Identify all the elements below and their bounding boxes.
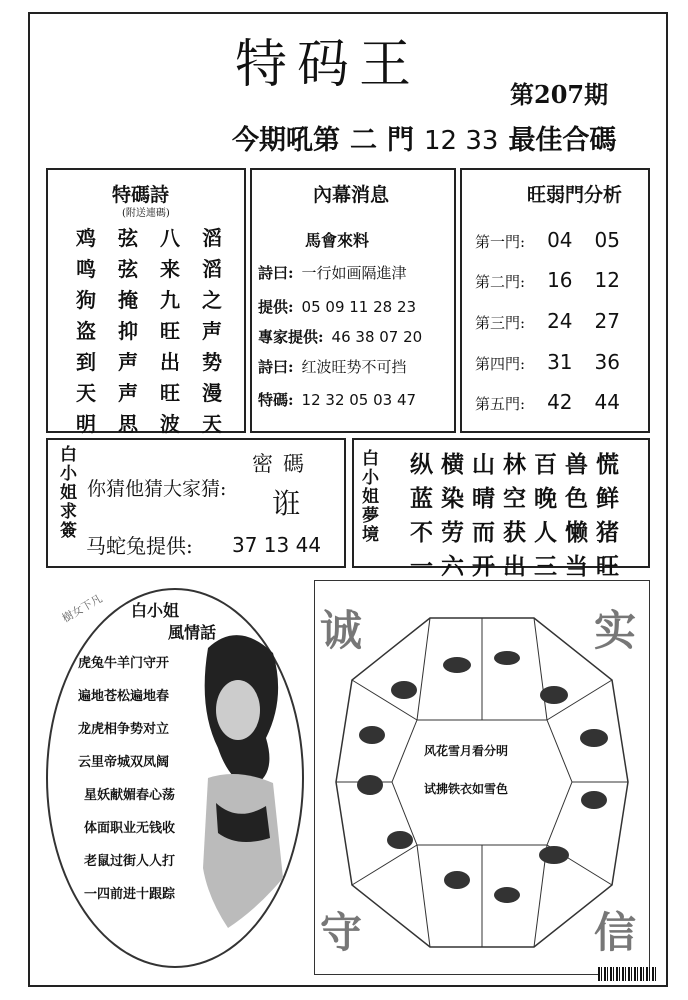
dream-char: 三 xyxy=(534,553,557,580)
dream-char: 林 xyxy=(503,451,526,478)
poem-grid xyxy=(76,222,244,439)
issue-number: 第207期 xyxy=(510,80,609,109)
zodiac-animal-8 xyxy=(444,871,470,889)
poem-char: 天 xyxy=(76,381,96,405)
gate-number: 04 xyxy=(547,228,573,252)
poem-char: 旺 xyxy=(160,319,180,343)
page-title: 特码王 xyxy=(235,35,422,95)
inside-info-label: 專家提供: xyxy=(258,328,324,346)
gate-number: 24 xyxy=(547,309,573,333)
gate-analysis-title: 旺弱門分析 xyxy=(527,184,623,206)
dream-char: 染 xyxy=(441,485,464,512)
talk-line: 星妖献媚春心荡 xyxy=(84,788,176,803)
dream-char: 蓝 xyxy=(410,485,433,512)
poem-char: 声 xyxy=(118,350,138,374)
zodiac-animal-3 xyxy=(540,686,568,704)
dream-char: 劳 xyxy=(441,519,464,546)
corner-char-bottom-right: 信 xyxy=(594,908,637,957)
dream-char: 兽 xyxy=(565,451,588,478)
inside-info-label: 特碼: xyxy=(258,391,294,409)
headline-gate-suffix: 門 xyxy=(387,125,414,156)
gate-number: 05 xyxy=(594,228,620,252)
poem-char: 来 xyxy=(160,257,180,281)
poem-char: 势 xyxy=(202,350,222,374)
zodiac-animal-9 xyxy=(387,831,413,849)
poem-char: 弦 xyxy=(118,226,138,250)
secret-answer: 诳 xyxy=(272,487,301,520)
poem-char: 声 xyxy=(118,381,138,405)
dream-char: 一 xyxy=(410,553,433,580)
secret-title: 密碼 xyxy=(252,452,314,476)
gate-number: 27 xyxy=(594,309,620,333)
dream-char: 横 xyxy=(441,451,464,478)
barcode xyxy=(598,967,658,981)
inside-info-row xyxy=(258,296,416,317)
dream-char: 不 xyxy=(410,519,433,546)
gate-label: 第三門: xyxy=(475,314,526,332)
talk-stamp: 樹女下凡 xyxy=(59,591,105,626)
inside-info-label: 詩曰: xyxy=(258,264,294,282)
woman-portrait xyxy=(178,628,300,958)
headline-numbers: 12 33 xyxy=(424,126,499,156)
poem-char: 到 xyxy=(76,350,96,374)
dream-char: 猪 xyxy=(596,519,619,546)
inside-info-value: 46 38 07 20 xyxy=(331,328,423,346)
secret-numbers: 37 13 44 xyxy=(232,533,322,557)
dream-grid xyxy=(410,446,627,582)
inside-info-row xyxy=(258,326,422,347)
poem-char: 声 xyxy=(202,319,222,343)
poem-char: 鸣 xyxy=(76,257,96,281)
talk-line: 老鼠过街人人打 xyxy=(84,854,176,869)
portrait-body xyxy=(203,774,283,928)
inside-info-label: 詩曰: xyxy=(258,358,294,376)
inside-info-value: 12 32 05 03 47 xyxy=(301,391,417,409)
secret-provider: 马蛇兔提供: xyxy=(86,534,193,558)
secret-side-label: 白小姐求簽 xyxy=(60,445,77,541)
poem-char: 思 xyxy=(118,412,138,436)
zodiac-animal-10 xyxy=(357,775,383,795)
poem-char: 抑 xyxy=(118,319,138,343)
talk-line: 云里帝城双凤阔 xyxy=(78,755,170,770)
headline-suffix: 最佳合碼 xyxy=(508,125,617,156)
dream-char: 百 xyxy=(534,451,557,478)
poem-char: 滔 xyxy=(202,226,222,250)
zodiac-animal-4 xyxy=(580,729,608,747)
gate-number: 36 xyxy=(594,350,620,374)
headline-gate: 二 xyxy=(350,125,377,156)
talk-line: 虎兔牛羊门守开 xyxy=(78,656,170,671)
poem-char: 狗 xyxy=(76,288,96,312)
dream-char: 晴 xyxy=(472,485,495,512)
gate-label: 第一門: xyxy=(475,233,526,251)
headline xyxy=(232,118,626,157)
zodiac-animal-11 xyxy=(359,726,385,744)
poem-char: 漫 xyxy=(202,381,222,405)
wheel-center-line1: 风花雪月看分明 xyxy=(424,744,509,758)
gate-number: 16 xyxy=(547,268,573,292)
dream-char: 懒 xyxy=(565,519,588,546)
dream-char: 鲜 xyxy=(596,485,619,512)
gate-row xyxy=(475,309,620,333)
portrait-face xyxy=(216,680,260,740)
zodiac-animal-6 xyxy=(539,846,569,864)
poem-subtitle: (附送連碼) xyxy=(122,208,170,219)
gate-row xyxy=(475,268,620,292)
inside-info-row xyxy=(258,262,407,283)
poem-char: 掩 xyxy=(118,288,138,312)
inside-info-value: 一行如画隔進津 xyxy=(301,264,407,282)
poem-char: 天 xyxy=(202,412,222,436)
secret-riddle: 你猜他猜大家猜: xyxy=(87,478,227,500)
poem-char: 九 xyxy=(160,288,180,312)
dream-char: 色 xyxy=(565,485,588,512)
talk-line: 龙虎相争势对立 xyxy=(78,722,170,737)
gate-label: 第二門: xyxy=(475,273,526,291)
dream-char: 旺 xyxy=(596,553,619,580)
dream-side-label: 白小姐夢境 xyxy=(362,449,379,545)
dream-char: 人 xyxy=(534,519,557,546)
inside-info-label: 提供: xyxy=(258,298,294,316)
inside-info-title: 內幕消息 xyxy=(313,184,390,206)
gate-number: 12 xyxy=(594,268,620,292)
dream-char: 纵 xyxy=(410,451,433,478)
headline-prefix: 今期吼第 xyxy=(232,125,340,156)
dream-char: 出 xyxy=(503,553,526,580)
inside-info-value: 红波旺势不可挡 xyxy=(301,358,407,376)
poem-char: 滔 xyxy=(202,257,222,281)
inside-info-source: 馬會來料 xyxy=(305,231,370,250)
inside-info-row xyxy=(258,356,407,377)
poem-char: 旺 xyxy=(160,381,180,405)
zodiac-animal-12 xyxy=(391,681,417,699)
dream-char: 开 xyxy=(472,553,495,580)
gate-row xyxy=(475,228,620,252)
inside-info-row xyxy=(258,389,416,410)
gate-row xyxy=(475,390,620,414)
wheel-center-line2: 试拂铁衣如雪色 xyxy=(424,782,509,796)
poem-char: 盗 xyxy=(76,319,96,343)
dream-char: 山 xyxy=(472,451,495,478)
poem-char: 之 xyxy=(202,288,222,312)
gate-row xyxy=(475,350,620,374)
corner-char-top-right: 实 xyxy=(594,606,637,655)
poem-char: 八 xyxy=(160,226,180,250)
dream-char: 六 xyxy=(441,553,464,580)
corner-char-bottom-left: 守 xyxy=(320,908,363,957)
talk-line: 遍地苍松遍地春 xyxy=(78,689,170,704)
zodiac-animal-5 xyxy=(581,791,607,809)
poem-char: 明 xyxy=(76,412,96,436)
zodiac-animal-1 xyxy=(443,657,471,673)
poem-title: 特碼詩 xyxy=(112,184,170,206)
poem-char: 波 xyxy=(160,412,180,436)
poem-char: 鸡 xyxy=(76,226,96,250)
talk-title-line2: 風情話 xyxy=(168,623,217,642)
poem-char: 弦 xyxy=(118,257,138,281)
gate-number: 31 xyxy=(547,350,573,374)
gate-label: 第五門: xyxy=(475,395,526,413)
dream-char: 获 xyxy=(503,519,526,546)
dream-char: 而 xyxy=(472,519,495,546)
talk-title-line1: 白小姐 xyxy=(131,601,180,620)
inside-info-value: 05 09 11 28 23 xyxy=(301,298,417,316)
dream-char: 慌 xyxy=(596,451,619,478)
gate-label: 第四門: xyxy=(475,355,526,373)
dream-char: 晚 xyxy=(534,485,557,512)
dream-char: 空 xyxy=(503,485,526,512)
zodiac-animal-2 xyxy=(494,651,520,665)
dream-char: 当 xyxy=(565,553,588,580)
zodiac-animal-7 xyxy=(494,887,520,903)
corner-char-top-left: 诚 xyxy=(320,606,363,655)
talk-line: 一四前进十跟踪 xyxy=(84,887,176,902)
gate-number: 44 xyxy=(594,390,620,414)
poem-char: 出 xyxy=(160,350,180,374)
gate-number: 42 xyxy=(547,390,573,414)
talk-line: 体面职业无钱收 xyxy=(84,821,176,836)
